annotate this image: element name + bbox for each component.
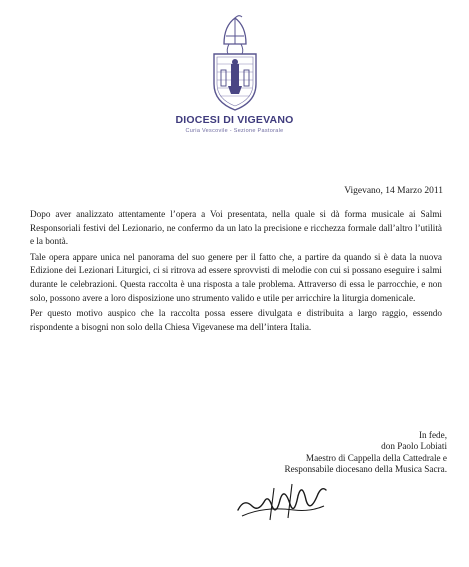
letter-paragraph: Dopo aver analizzato attentamente l’opera a Voi presentata, nella quale si dà forma musicale ai Salmi Responsoriali festivi del Lezionario, ne confermo da un lato la precisione e ricchezza formale dall’altro l’utilità e la bontà. [30,209,442,247]
diocese-crest-icon [202,14,268,114]
letter-body [30,208,442,336]
signer-name: don Paolo Lobiati [381,441,447,452]
letter-paragraph: Per questo motivo auspico che la raccolta possa essere divulgata e distribuita a largo raggio, essendo rispondente a bisogni non solo della Chiesa Vigevanese ma dell’intera Italia. [30,308,442,332]
closing-salutation: In fede, [418,430,447,440]
handwritten-signature-icon [234,476,330,522]
diocese-subtitle: Curia Vescovile - Sezione Pastorale [185,128,284,134]
signer-role-continued: Responsabile diocesano della Musica Sacra. [284,464,447,475]
letter-date: Vigevano, 14 Marzo 2011 [344,186,443,196]
signer-role: Maestro di Cappella della Cattedrale e [305,452,447,463]
diocese-title: DIOCESI DI VIGEVANO [175,114,294,126]
letter-closing [284,430,447,476]
letter-paragraph: Tale opera appare unica nel panorama del suo genere per il fatto che, a partire da quando si è data la nuova Edizione dei Lezionari Liturgici, ci si ritrova ad essere sprovvisti di melodie con cui si possano eseguire i salmi durante le celebrazioni. Questa raccolta è una risposta a tale problema. Attraverso di essa le parrocchie, e non solo, possono avere a loro disposizione uno strumento valido e utile per arricchire la liturgia domenicale. [30,251,442,303]
